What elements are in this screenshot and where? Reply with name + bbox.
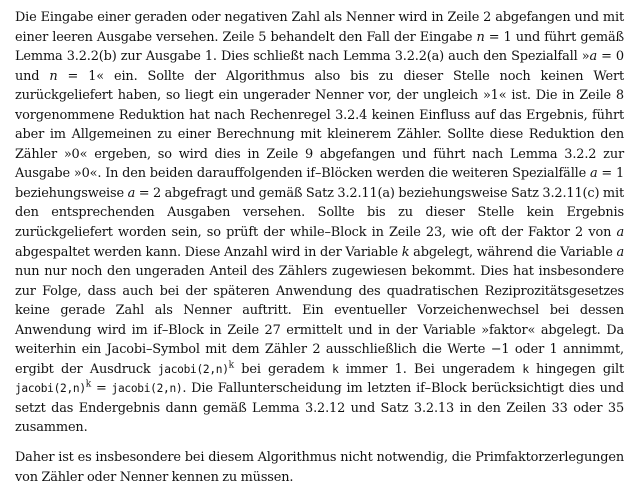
text-run: hingegen gilt	[528, 361, 624, 377]
text-run: immer 1. Bei ungeradem	[338, 361, 523, 377]
math-variable: a	[589, 49, 597, 65]
text-run: = 1 beziehungsweise	[15, 166, 624, 201]
text-run: bei geradem	[233, 361, 333, 377]
text-run: Die Eingabe einer geraden oder negativen Zahl als Nenner wird in Zeile 2 abgefangen und mit einer leeren Ausgabe versehen. Zeile 5 behandelt den Fall der Eingabe	[15, 10, 624, 45]
paragraph-algorithm-explanation	[15, 8, 624, 438]
text-run: nun nur noch den ungeraden Anteil des Zählers zugewiesen bekommt. Dies hat insbesondere zur Folge, dass auch bei der späteren Anwendung des quadratischen Reziprozitätsgesetzes keine gerade Zahl als Nenner auftritt. Ein eventueller Vorzeichenwechsel bei dessen Anwendung wird im if–Block in Zeile 27 ermittelt und in der Variable »faktor« abgelegt. Da weiterhin ein Jacobi–Symbol mit dem Zähler 2 ausschließlich die Werte −1 oder 1 annimmt, ergibt der Ausdruck	[15, 264, 624, 377]
text-run: =	[91, 381, 112, 397]
text-run: = 2 abgefragt und gemäß Satz 3.2.11(a) beziehungsweise Satz 3.2.11(c) mit den entsprechenden Ausgaben versehen. Sollte bis zu dieser Stelle kein Ergebnis zurückgeliefert worden sein, so prüft der while–Block in Zeile 23, wie oft der Faktor 2 von	[15, 185, 625, 241]
text-run: = 0 und	[15, 49, 624, 84]
text-run: . Die Fallunterscheidung im letzten if–Block berücksichtigt dies und setzt das Endergebnis dann gemäß Lemma 3.2.12 und Satz 3.2.13 in den Zeilen 33 oder 35 zusammen.	[15, 381, 624, 436]
paragraph-conclusion	[15, 448, 624, 487]
math-variable: k	[401, 244, 410, 260]
math-variable: a	[616, 225, 624, 241]
superscript: k	[85, 380, 92, 391]
math-variable: a	[590, 166, 598, 182]
text-run: = 1« ein. Sollte der Algorithmus also bis zu dieser Stelle noch keinen Wert zurückgeliefert haben, so liegt ein ungerader Nenner vor, der ungleich »1« ist. Die in Zeile 8 vorgenommene Reduktion hat nach Rechenregel 3.2.4 keinen Einfluss auf das Ergebnis, führt aber im Allgemeinen zu einer Berechnung mit kleinerem Zähler. Sollte diese Reduktion den Zähler »0« ergeben, so wird dies in Zeile 9 abgefangen und führt nach Lemma 3.2.2 zur Ausgabe »0«. In den beiden darauffolgenden if–Blöcken werden die weiteren Spezialfälle	[15, 68, 624, 182]
code-expression: jacobi(2,n)	[15, 382, 86, 396]
superscript: k	[228, 360, 234, 371]
code-expression: jacobi(2,n)	[157, 362, 229, 376]
text-run: abgelegt, während die Variable	[409, 244, 617, 260]
text-run: Daher ist es insbesondere bei diesem Algorithmus nicht notwendig, die Primfaktorzerlegungen von Zähler oder Nenner kennen zu müssen.	[15, 450, 624, 485]
code-expression: k	[332, 362, 339, 376]
math-variable: n	[476, 29, 485, 45]
code-expression: k	[522, 362, 529, 376]
code-expression: jacobi(2,n)	[111, 382, 183, 396]
text-run: abgespaltet werden kann. Diese Anzahl wird in der Variable	[15, 244, 402, 260]
math-variable: n	[49, 68, 58, 84]
math-variable: a	[127, 185, 136, 201]
math-variable: a	[616, 244, 624, 260]
text-run: = 1 und führt gemäß Lemma 3.2.2(b) zur Ausgabe 1. Dies schließt nach Lemma 3.2.2(a) auch den Spezialfall »	[15, 29, 624, 65]
